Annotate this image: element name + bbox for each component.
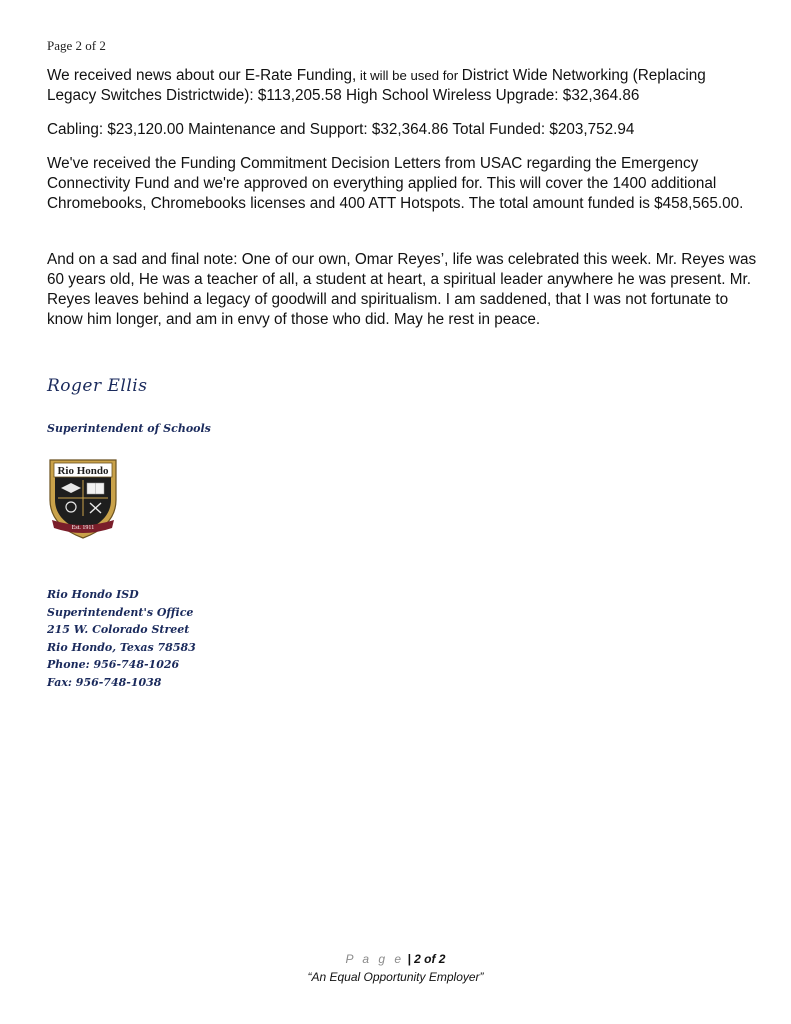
address-line-city: Rio Hondo, Texas 78583 [47,640,196,654]
address-line-phone: Phone: 956-748-1026 [47,658,180,671]
address-line-street: 215 W. Colorado Street [47,623,190,636]
address-line-office: Superintendent's Office [47,605,194,619]
crest-established-text: Est. 1911 [71,525,95,531]
paragraph-erate-intro: We received news about our E-Rate Funding, [47,67,357,84]
footer-page-count: | 2 of 2 [407,952,446,966]
paragraph-erate-note: it will be used for [356,68,462,83]
address-line-fax: Fax: 956-748-1038 [47,675,162,689]
signature: Roger Ellis [47,376,148,396]
address-line-district: Rio Hondo ISD [47,588,139,601]
school-crest-logo [46,456,120,542]
page-label: Page 2 of 2 [47,38,106,53]
paragraph-erate-funding [47,66,757,106]
paragraph-memorial: And on a sad and final note: One of our own, Omar Reyes’, life was celebrated this week. Mr. Reyes was 60 years old, He was a teacher of all, a student at heart, a spiritual leader anywhere he was present. Mr. Reyes leaves behind a legacy of goodwill and spiritualism. I am saddened, that I was not fortunate to know him longer, and am in envy of those who did. May he rest in peace. [47,251,757,328]
crest-banner-text: Rio Hondo [57,465,109,477]
footer-page-number [0,952,791,966]
address-block [47,586,196,691]
signature-title: Superintendent of Schools [47,422,211,435]
paragraph-cabling: Cabling: $23,120.00 Maintenance and Support: $32,364.86 Total Funded: $203,752.94 [47,121,635,138]
footer-page-word: P a g e [345,952,405,966]
paragraph-ecf: We've received the Funding Commitment Decision Letters from USAC regarding the Emergency Connectivity Fund and we're approved on everything applied for. This will cover the 1400 additional Chromebooks, Chromebooks licenses and 400 ATT Hotspots. The total amount funded is $458,565.00. [47,155,744,212]
footer-tagline: “An Equal Opportunity Employer” [307,970,484,984]
paragraph-erate-details: District Wide Networking (Replacing Legacy Switches Districtwide): $113,205.58 High School Wireless Upgrade: $32,364.86 [47,67,706,104]
